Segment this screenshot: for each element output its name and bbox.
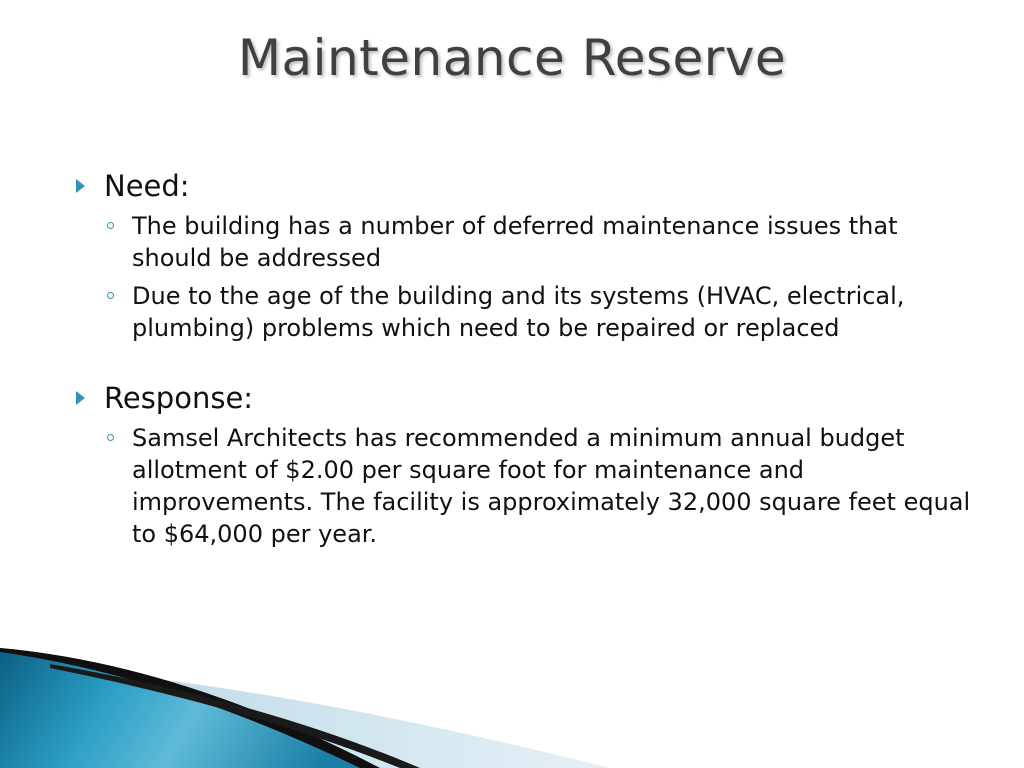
- sub-bullet-text: The building has a number of deferred maintenance issues that should be addressed: [132, 212, 898, 272]
- sub-bullet-samsel-recommendation: [76, 422, 976, 550]
- sub-bullet-text: Samsel Architects has recommended a minimum annual budget allotment of $2.00 per square foot for maintenance and improvements. The facility is approximately 32,000 square feet equal to $64,000 per year.: [132, 424, 971, 548]
- triangle-bullet-icon: [76, 391, 85, 405]
- sub-bullet-building-age: [76, 280, 976, 344]
- swoosh-dark-stroke: [50, 664, 420, 768]
- section-need: [76, 166, 976, 344]
- need-sublist: [76, 210, 976, 344]
- sub-bullet-deferred-maintenance: [76, 210, 976, 274]
- swoosh-dark-line: [0, 648, 380, 768]
- slide-title: Maintenance Reserve: [237, 29, 787, 87]
- swoosh-light-band: [60, 668, 610, 768]
- sub-bullet-text: Due to the age of the building and its systems (HVAC, electrical, plumbing) problems which need to be repaired or replaced: [132, 282, 905, 342]
- circle-bullet-icon: [107, 434, 114, 441]
- bullet-need: [76, 166, 976, 206]
- section-response: [76, 378, 976, 550]
- bullet-need-label: Need:: [104, 169, 190, 203]
- slide-content: [76, 166, 976, 576]
- bullet-response: [76, 378, 976, 418]
- triangle-bullet-icon: [76, 179, 85, 193]
- circle-bullet-icon: [107, 292, 114, 299]
- swoosh-blue-band: [0, 648, 380, 768]
- response-sublist: [76, 422, 976, 550]
- circle-bullet-icon: [107, 222, 114, 229]
- bullet-response-label: Response:: [104, 381, 254, 415]
